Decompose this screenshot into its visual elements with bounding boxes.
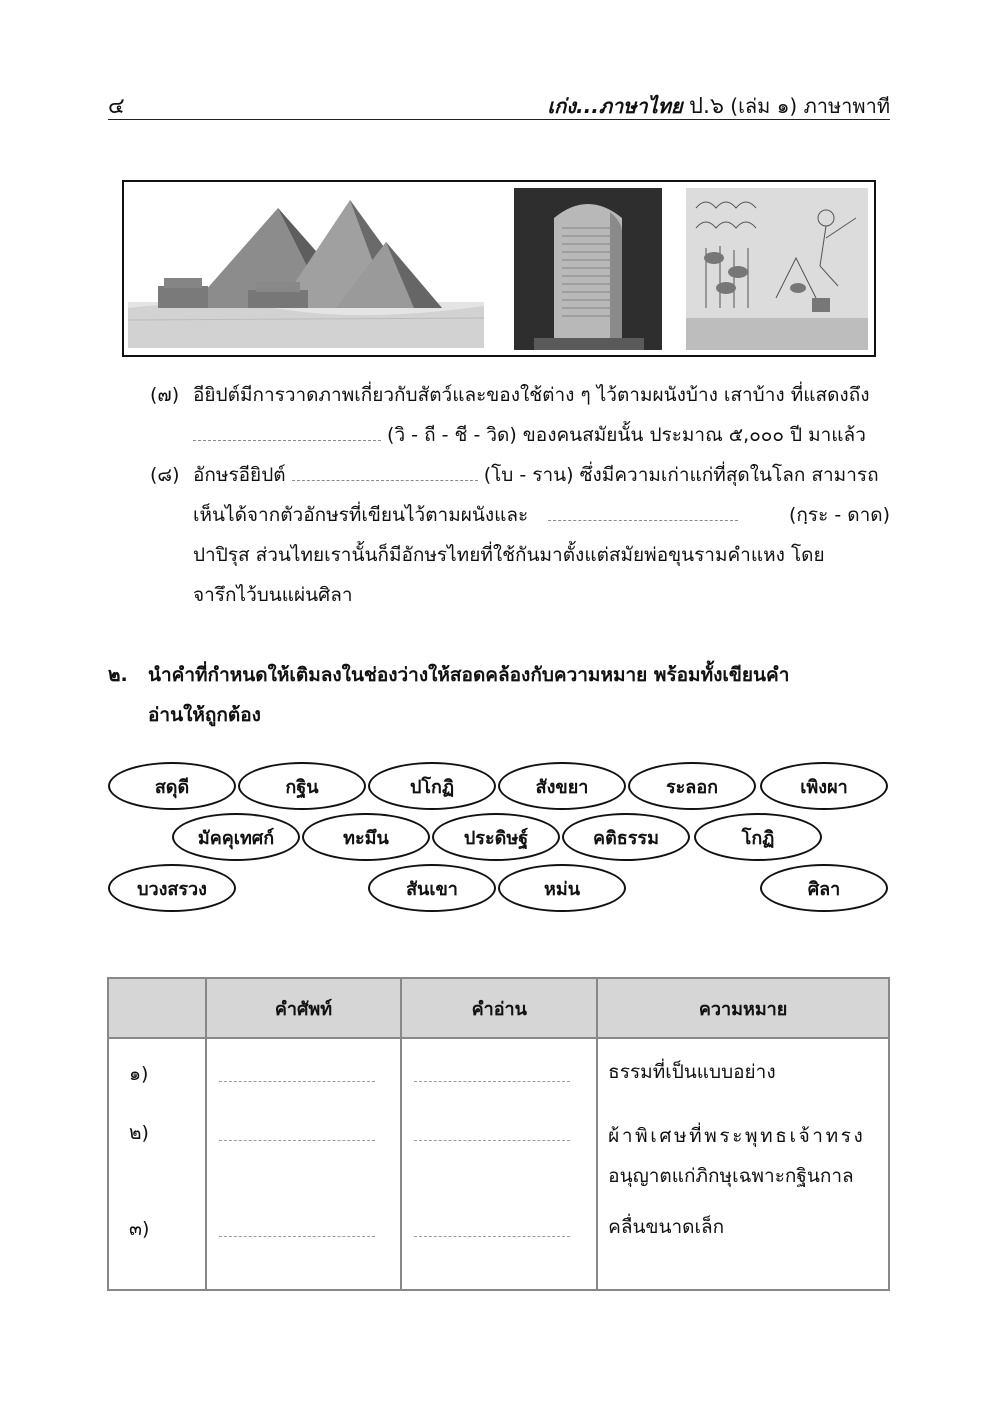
answer-blank[interactable]: [414, 1067, 570, 1082]
answer-blank[interactable]: [193, 422, 381, 441]
pyramids-photo: [128, 190, 484, 348]
stone-stele-photo: [514, 188, 662, 350]
question-2-line1: นำคำที่กำหนดให้เติมลงในช่องว่างให้สอดคล้องกับความหมาย พร้อมทั้งเขียนคำ: [148, 664, 790, 686]
meaning-text: ผ้าพิเศษที่พระพุทธเจ้าทรง: [608, 1125, 866, 1147]
meaning-cell: [597, 1100, 889, 1198]
word-cell[interactable]: [206, 1038, 402, 1100]
word-oval: บวงสรวง: [108, 864, 236, 912]
question-2-number: ๒.: [108, 664, 128, 686]
item-8-number: (๘): [150, 464, 180, 486]
word-oval: ประดิษฐ์: [432, 813, 560, 861]
item-7-line2: [193, 415, 866, 455]
meaning-text: ธรรมที่เป็นแบบอย่าง: [608, 1061, 776, 1083]
item-8-line1-start: อักษรอียิปต์: [193, 464, 286, 486]
reading-cell[interactable]: [401, 1100, 597, 1198]
word-oval: สดุดี: [108, 762, 236, 810]
row-number: ๓): [108, 1198, 206, 1290]
meaning-cell: [597, 1198, 889, 1290]
vocabulary-table: [107, 977, 890, 1291]
answer-blank[interactable]: [219, 1126, 375, 1141]
page-number: ๔: [108, 94, 125, 119]
item-7-line1: อียิปต์มีการวาดภาพเกี่ยวกับสัตว์และของใช้ต่าง ๆ ไว้ตามผนังบ้าง เสาบ้าง ที่แสดงถึง: [193, 384, 870, 406]
item-8-line1-end: (โบ - ราน) ซึ่งมีความเก่าแก่ที่สุดในโลก สามารถ: [483, 464, 879, 486]
egyptian-wall-painting: [686, 188, 868, 350]
item-8-line2-start: เห็นได้จากตัวอักษรที่เขียนไว้ตามผนังและ: [193, 504, 529, 526]
table-header: คำอ่าน: [401, 978, 597, 1038]
answer-blank[interactable]: [219, 1067, 375, 1082]
illustration-frame: [122, 180, 876, 357]
word-oval: เพิงผา: [760, 762, 888, 810]
item-8-line2-end: (กฺระ - ดาด): [788, 504, 890, 526]
word-cell[interactable]: [206, 1100, 402, 1198]
answer-blank[interactable]: [219, 1222, 375, 1237]
meaning-text: คลื่นขนาดเล็ก: [608, 1216, 725, 1238]
question-2-line2: อ่านให้ถูกต้อง: [148, 704, 261, 726]
meaning-text: อนุญาตแก่ภิกษุเฉพาะกฐินกาล: [608, 1165, 854, 1187]
running-header: [547, 88, 890, 123]
item-8-line2: [193, 495, 890, 535]
row-number: ๒): [108, 1100, 206, 1198]
item-8-line1: [193, 455, 879, 495]
item-7-line2-text: (วิ - ถี - ชี - วิด) ของคนสมัยนั้น ประมาณ ๕,๐๐๐ ปี มาแล้ว: [387, 424, 866, 446]
answer-blank[interactable]: [292, 462, 478, 481]
table-header: ความหมาย: [597, 978, 889, 1038]
answer-blank[interactable]: [548, 502, 738, 521]
word-oval: คติธรรม: [562, 813, 690, 861]
word-oval: ระลอก: [628, 762, 756, 810]
answer-blank[interactable]: [414, 1222, 570, 1237]
word-oval: ปโกฏิ: [368, 762, 496, 810]
word-oval: ศิลา: [760, 864, 888, 912]
item-8-line4: จารึกไว้บนแผ่นศิลา: [193, 584, 353, 606]
word-cell[interactable]: [206, 1198, 402, 1290]
word-oval: ทะมึน: [302, 813, 430, 861]
word-oval: มัคคุเทศก์: [172, 813, 300, 861]
word-oval: โกฏิ: [694, 813, 822, 861]
reading-cell[interactable]: [401, 1198, 597, 1290]
word-oval: สังขยา: [498, 762, 626, 810]
item-8-line3: ปาปิรุส ส่วนไทยเรานั้นก็มีอักษรไทยที่ใช้กันมาตั้งแต่สมัยพ่อขุนรามคำแหง โดย: [193, 544, 825, 566]
meaning-cell: [597, 1038, 889, 1100]
word-oval: กฐิน: [238, 762, 366, 810]
table-row: [108, 1198, 889, 1290]
item-7-number: (๗): [150, 384, 180, 406]
volume-label: (เล่ม ๑) ภาษาพาที: [730, 94, 890, 118]
word-oval: หม่น: [498, 864, 626, 912]
grade-label: ป.๖: [688, 94, 724, 119]
table-row: [108, 1100, 889, 1198]
table-header: [108, 978, 206, 1038]
row-number: ๑): [108, 1038, 206, 1100]
word-oval: สันเขา: [368, 864, 496, 912]
header-divider: [108, 119, 890, 120]
table-row: [108, 1038, 889, 1100]
table-header: คำศัพท์: [206, 978, 402, 1038]
book-title: เก่ง...ภาษาไทย: [547, 94, 683, 118]
answer-blank[interactable]: [414, 1126, 570, 1141]
reading-cell[interactable]: [401, 1038, 597, 1100]
table-header-row: [108, 978, 889, 1038]
